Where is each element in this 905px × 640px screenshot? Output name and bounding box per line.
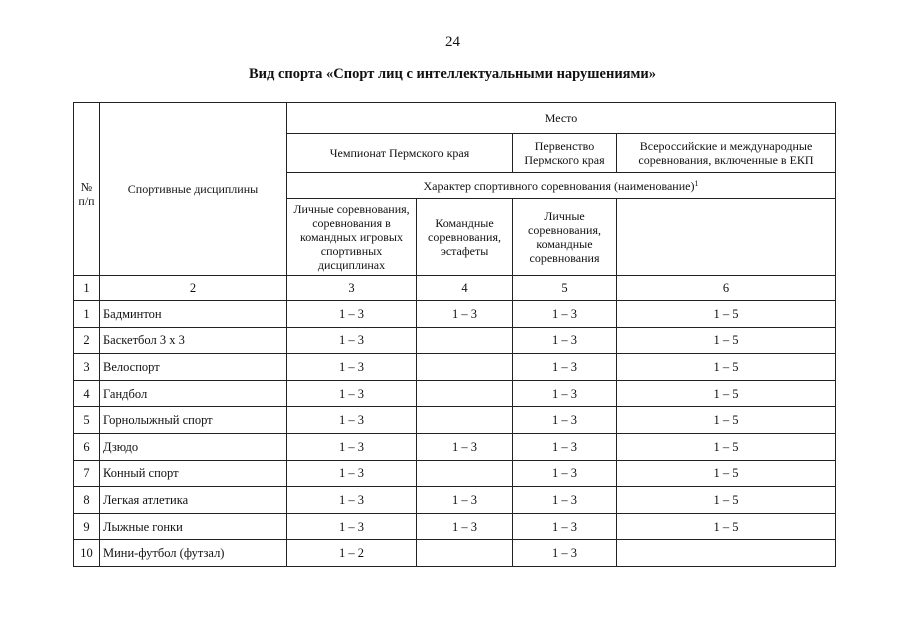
row-number: 10: [74, 540, 100, 567]
column-number: 3: [287, 276, 417, 301]
place-personal-team-games: 1 – 2: [287, 540, 417, 567]
header-place: Место: [287, 103, 836, 134]
place-first-perm: 1 – 3: [513, 433, 617, 460]
place-allrussia: 1 – 5: [617, 327, 836, 354]
header-personal-team: Личные соревнования, командные соревнования: [513, 199, 617, 276]
table-row: [74, 487, 836, 514]
place-allrussia: 1 – 5: [617, 301, 836, 328]
discipline-name: Легкая атлетика: [100, 487, 287, 514]
place-team-relays: [417, 460, 513, 487]
header-personal-team-games: Личные соревнования, соревнования в командных игровых спортивных дисциплинах: [287, 199, 417, 276]
place-first-perm: 1 – 3: [513, 407, 617, 434]
column-number: 4: [417, 276, 513, 301]
column-number: 6: [617, 276, 836, 301]
document-title: Вид спорта «Спорт лиц с интеллектуальными нарушениями»: [248, 66, 657, 82]
place-allrussia: 1 – 5: [617, 407, 836, 434]
discipline-name: Баскетбол 3 х 3: [100, 327, 287, 354]
place-team-relays: 1 – 3: [417, 513, 513, 540]
discipline-name: Мини-футбол (футзал): [100, 540, 287, 567]
place-allrussia: 1 – 5: [617, 433, 836, 460]
row-number: 9: [74, 513, 100, 540]
place-personal-team-games: 1 – 3: [287, 380, 417, 407]
place-allrussia: 1 – 5: [617, 354, 836, 381]
table-row: [74, 380, 836, 407]
header-character-text: Характер спортивного соревнования (наименование): [423, 178, 695, 193]
header-empty: [617, 199, 836, 276]
row-number: 5: [74, 407, 100, 434]
header-num: № п/п: [74, 103, 100, 276]
place-personal-team-games: 1 – 3: [287, 407, 417, 434]
table-row: [74, 327, 836, 354]
place-allrussia: [617, 540, 836, 567]
header-character: [287, 173, 836, 199]
place-first-perm: 1 – 3: [513, 380, 617, 407]
discipline-name: Лыжные гонки: [100, 513, 287, 540]
header-disciplines: Спортивные дисциплины: [100, 103, 287, 276]
table-row: [74, 407, 836, 434]
place-first-perm: 1 – 3: [513, 460, 617, 487]
place-team-relays: [417, 380, 513, 407]
row-number: 7: [74, 460, 100, 487]
discipline-name: Горнолыжный спорт: [100, 407, 287, 434]
discipline-name: Гандбол: [100, 380, 287, 407]
sports-table: [73, 102, 836, 567]
place-personal-team-games: 1 – 3: [287, 460, 417, 487]
discipline-name: Бадминтон: [100, 301, 287, 328]
place-team-relays: 1 – 3: [417, 487, 513, 514]
header-first-perm: Первенство Пермского края: [513, 134, 617, 173]
place-first-perm: 1 – 3: [513, 513, 617, 540]
place-personal-team-games: 1 – 3: [287, 301, 417, 328]
place-personal-team-games: 1 – 3: [287, 327, 417, 354]
header-allrussia: Всероссийские и международные соревнования, включенные в ЕКП: [617, 134, 836, 173]
footnote-marker: 1: [694, 178, 699, 188]
table-row: [74, 433, 836, 460]
row-number: 4: [74, 380, 100, 407]
discipline-name: Велоспорт: [100, 354, 287, 381]
table-row: [74, 301, 836, 328]
row-number: 1: [74, 301, 100, 328]
table-row: [74, 513, 836, 540]
header-championship-perm: Чемпионат Пермского края: [287, 134, 513, 173]
column-number: 2: [100, 276, 287, 301]
place-team-relays: 1 – 3: [417, 301, 513, 328]
table-row: [74, 540, 836, 567]
place-first-perm: 1 – 3: [513, 301, 617, 328]
column-number-row: [74, 276, 836, 301]
row-number: 6: [74, 433, 100, 460]
place-first-perm: 1 – 3: [513, 354, 617, 381]
place-allrussia: 1 – 5: [617, 460, 836, 487]
place-allrussia: 1 – 5: [617, 487, 836, 514]
place-personal-team-games: 1 – 3: [287, 354, 417, 381]
page-number: 24: [445, 34, 460, 50]
table-row: [74, 460, 836, 487]
place-team-relays: [417, 407, 513, 434]
row-number: 2: [74, 327, 100, 354]
header-team-relays: Командные соревнования, эстафеты: [417, 199, 513, 276]
discipline-name: Дзюдо: [100, 433, 287, 460]
column-number: 5: [513, 276, 617, 301]
place-personal-team-games: 1 – 3: [287, 513, 417, 540]
place-team-relays: [417, 540, 513, 567]
place-team-relays: [417, 354, 513, 381]
discipline-name: Конный спорт: [100, 460, 287, 487]
column-number: 1: [74, 276, 100, 301]
row-number: 3: [74, 354, 100, 381]
place-first-perm: 1 – 3: [513, 540, 617, 567]
place-first-perm: 1 – 3: [513, 487, 617, 514]
place-team-relays: [417, 327, 513, 354]
place-team-relays: 1 – 3: [417, 433, 513, 460]
place-allrussia: 1 – 5: [617, 380, 836, 407]
place-personal-team-games: 1 – 3: [287, 433, 417, 460]
row-number: 8: [74, 487, 100, 514]
table-row: [74, 354, 836, 381]
place-personal-team-games: 1 – 3: [287, 487, 417, 514]
place-first-perm: 1 – 3: [513, 327, 617, 354]
place-allrussia: 1 – 5: [617, 513, 836, 540]
